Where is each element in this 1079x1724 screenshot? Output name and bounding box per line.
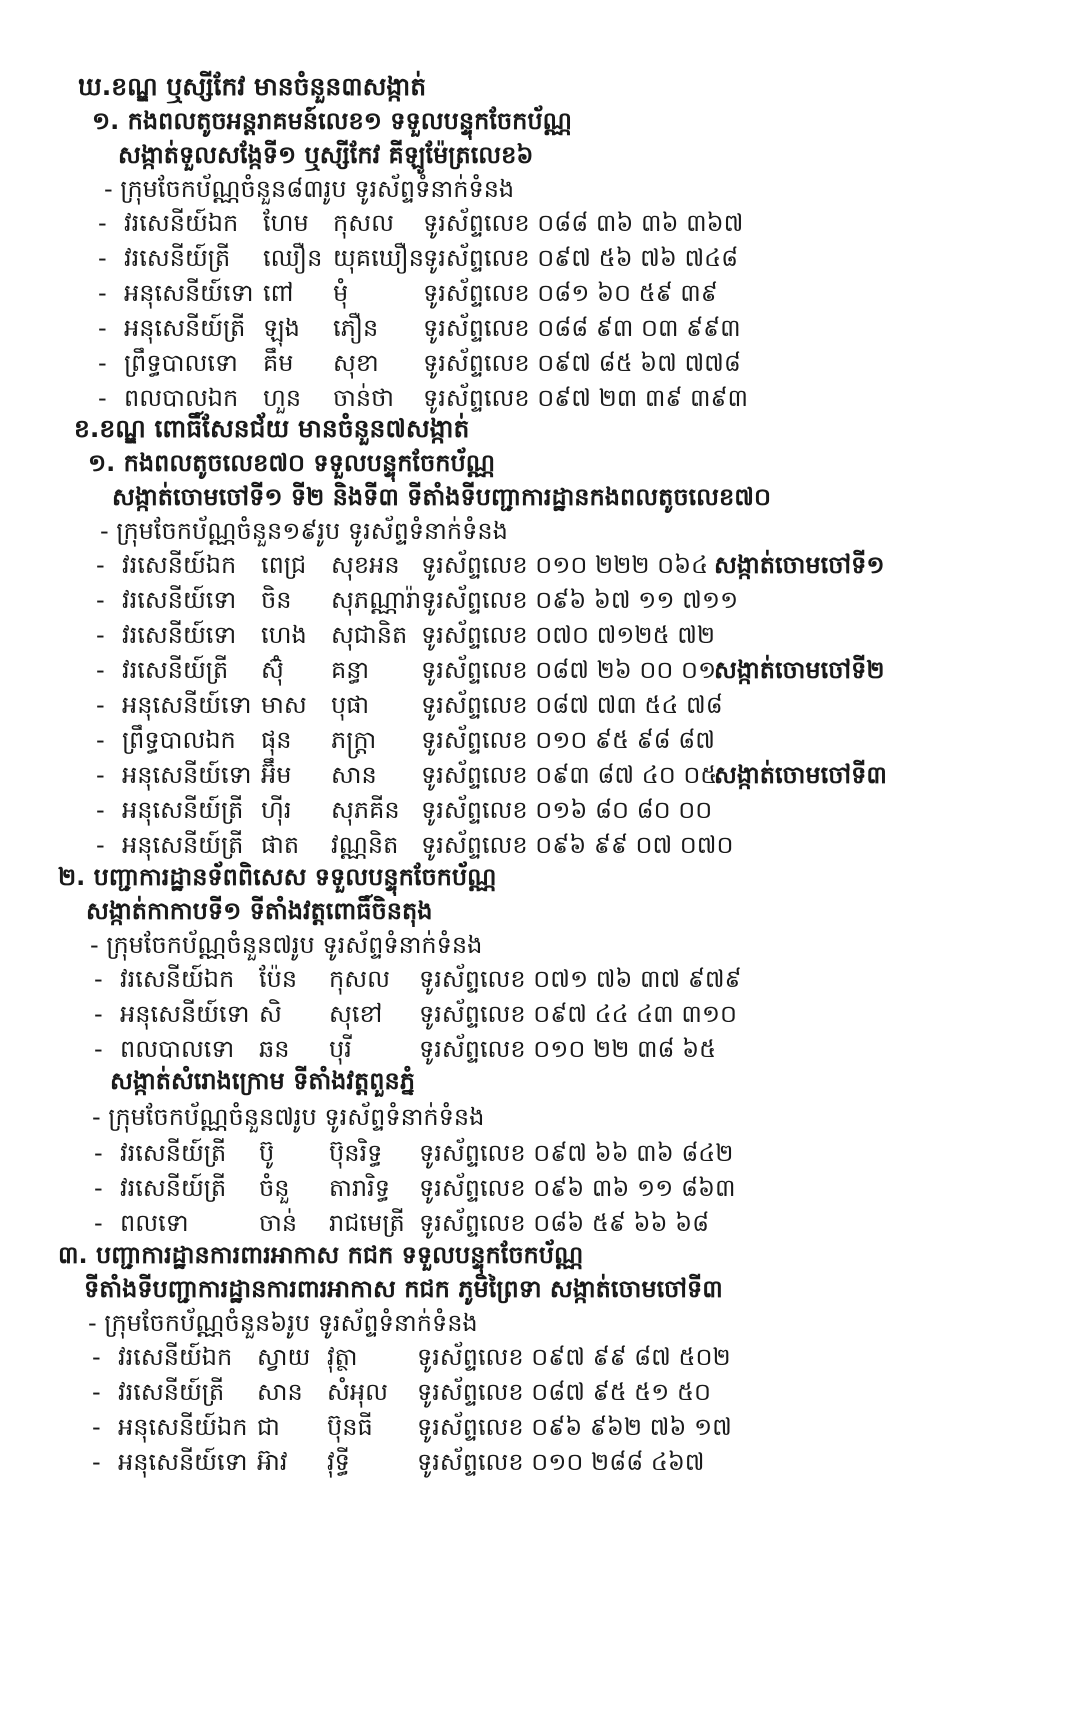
member-rank: អនុសេនីយ៍ត្រី — [122, 796, 244, 824]
member-phone: ទូរស័ព្ទលេខ ០៧១ ៧៦ ៣៧ ៩៧៩ — [419, 965, 742, 993]
member-row — [96, 583, 1016, 617]
member-phone: ទូរស័ព្ទលេខ ០៩៦ ៩៩ ០៧ ០៧០ — [421, 831, 734, 859]
member-phone: ទូរស័ព្ទលេខ ០៨៧ ៩៥ ៥១ ៥០ — [417, 1378, 711, 1406]
member-surname: ប៉ែន — [259, 965, 298, 993]
member-given-name: វុត្ថា — [327, 1343, 358, 1371]
member-rank: អនុសេនីយ៍ទោ — [118, 1448, 248, 1476]
member-given-name: កុសល — [333, 209, 394, 237]
member-row — [94, 1136, 734, 1170]
member-rank: ព្រឹទ្ធបាលឯក — [122, 726, 236, 754]
section-heading: ខ.ខណ្ឌ ពោធិ៍សែនជ័យ មានចំនួន៧សង្កាត់ — [74, 414, 470, 443]
member-row — [96, 723, 1016, 757]
member-surname: សិ — [259, 1000, 282, 1028]
member-rank: វរសេនីយ៍ឯក — [122, 551, 237, 579]
member-phone: ទូរស័ព្ទលេខ ០១០ ២៨៨ ៤៦៧ — [417, 1448, 705, 1476]
member-surname: ជា — [257, 1413, 280, 1441]
member-dash: - — [98, 384, 107, 412]
member-row — [96, 828, 1016, 862]
member-given-name: ភឿន — [333, 314, 379, 342]
member-given-name: សុខអន — [331, 551, 400, 579]
member-dash: - — [96, 726, 105, 754]
member-given-name: វណ្ណនិត — [331, 831, 399, 859]
location-line: ទីតាំងទីបញ្ជាការដ្ឋានការពារអាកាស កជក ភូមិព្រៃទា សង្កាត់ចោមចៅទី៣ — [84, 1275, 723, 1303]
member-phone: ទូរស័ព្ទលេខ ០១០ ២២ ៣៨ ៦៥ — [419, 1035, 717, 1063]
member-dash: - — [92, 1378, 101, 1406]
member-rank: ពលបាលឯក — [124, 384, 239, 412]
member-phone: ទូរស័ព្ទលេខ ០៨៦ ៥៩ ៦៦ ៦៨ — [419, 1209, 710, 1237]
member-rank: អនុសេនីយ៍ត្រី — [124, 314, 246, 342]
member-surname: ពៅ — [263, 279, 294, 307]
member-row — [94, 962, 742, 996]
member-rank: អនុសេនីយ៍ទោ — [122, 761, 252, 789]
member-given-name: សុខា — [333, 349, 379, 377]
member-rank: វរសេនីយ៍ទោ — [122, 621, 237, 649]
member-phone: ទូរស័ព្ទលេខ ០៨១ ៦០ ៥៩ ៣៩ — [423, 279, 718, 307]
member-surname: ឆន — [259, 1035, 290, 1063]
member-commune-note: សង្កាត់ចោមចៅទី៣ — [714, 761, 887, 789]
member-given-name: ប៊ុនរិទ្ធ — [329, 1139, 383, 1167]
member-row — [94, 997, 737, 1031]
member-dash: - — [94, 1000, 103, 1028]
member-row — [94, 1206, 710, 1240]
member-row — [92, 1375, 711, 1409]
member-surname: អ៊ាវ — [257, 1448, 288, 1476]
member-given-name: មុំ — [333, 279, 349, 307]
member-row — [92, 1445, 705, 1479]
member-rank: ពលទោ — [120, 1209, 189, 1237]
team-line: - ក្រុមចែកប័ណ្ណចំនួន៨៣រូប ទូរស័ព្ទទំនាក់ទំនង — [104, 175, 515, 203]
member-rank: វរសេនីយ៍ឯក — [124, 209, 239, 237]
member-dash: - — [96, 831, 105, 859]
member-rank: ព្រឹទ្ធបាលទោ — [124, 349, 238, 377]
member-phone: ទូរស័ព្ទលេខ ០៩៧ ២៣ ៣៩ ៣៩៣ — [423, 384, 749, 412]
member-given-name: សុភណ្ណារ៉ា — [331, 586, 422, 614]
member-dash: - — [94, 965, 103, 993]
member-rank: វរសេនីយ៍ត្រី — [120, 1174, 227, 1202]
member-dash: - — [96, 586, 105, 614]
member-phone: ទូរស័ព្ទលេខ ០៩៧ ៤៤ ៤៣ ៣១០ — [419, 1000, 737, 1028]
member-row — [96, 793, 1016, 827]
member-phone: ទូរស័ព្ទលេខ ០១០ ៩៥ ៩៨ ៨៧ — [421, 726, 715, 754]
member-dash: - — [92, 1448, 101, 1476]
member-surname: អ៊ឹម — [261, 761, 292, 789]
member-given-name: វុទ្ធី — [327, 1448, 350, 1476]
member-given-name: កុសល — [329, 965, 390, 993]
member-surname: ផាត — [261, 831, 300, 859]
member-row — [96, 548, 1016, 582]
member-dash: - — [96, 656, 105, 684]
member-surname: ចាន់ — [259, 1209, 298, 1237]
member-rank: វរសេនីយ៍ត្រី — [122, 656, 229, 684]
member-dash: - — [94, 1139, 103, 1167]
member-given-name: រាជមេត្រី — [329, 1209, 405, 1237]
member-row — [94, 1032, 717, 1066]
unit-title: ១. កងពលតូចអន្តរាគមន៍លេខ១ ទទួលបន្ទុកចែកប័ណ្ណ — [92, 107, 572, 135]
member-phone: ទូរស័ព្ទលេខ ០៨៧ ២៦ ០០ ០១ — [421, 656, 717, 684]
member-given-name: យុគឃឿន — [333, 244, 424, 272]
member-rank: វរសេនីយ៍ឯក — [120, 965, 235, 993]
member-surname: ឈឿន — [263, 244, 323, 272]
member-surname: ពេជ្រ — [261, 551, 307, 579]
member-phone: ទូរស័ព្ទលេខ ០១៦ ៨០ ៨០ ០០ — [421, 796, 713, 824]
member-phone: ទូរស័ព្ទលេខ ០៨៧ ៧៣ ៥៤ ៧៨ — [421, 691, 723, 719]
member-row — [98, 346, 741, 380]
member-surname: ផុន — [261, 726, 292, 754]
member-given-name: សាន — [331, 761, 377, 789]
location-line: សង្កាត់កាកាបទី១ ទីតាំងវត្តពោធិ៍ចិនតុង — [86, 897, 433, 925]
member-surname: ហ៊ីរ — [261, 796, 292, 824]
team-line: - ក្រុមចែកប័ណ្ណចំនួន៧រូប ទូរស័ព្ទទំនាក់ទំនង — [92, 1103, 485, 1131]
unit-title: ២. បញ្ជាការដ្ឋានទ័ពពិសេស ទទួលបន្ទុកចែកប័ណ្ណ — [58, 863, 497, 891]
member-row — [94, 1171, 736, 1205]
member-given-name: ចាន់ថា — [333, 384, 394, 412]
member-dash: - — [98, 349, 107, 377]
member-rank: ពលបាលទោ — [120, 1035, 235, 1063]
section-heading: ឃ.ខណ្ឌ ឬស្សីកែវ មានចំនួន៣សង្កាត់ — [78, 72, 427, 101]
member-rank: វរសេនីយ៍ត្រី — [118, 1378, 225, 1406]
member-row — [96, 688, 1016, 722]
member-surname: ស្វាយ — [257, 1343, 311, 1371]
unit-title: ៣. បញ្ជាការដ្ឋានការពារអាកាស កជក ទទួលបន្ទុកចែកប័ណ្ណ — [58, 1241, 584, 1269]
location-line: សង្កាត់ចោមចៅទី១ ទី២ និងទី៣ ទីតាំងទីបញ្ជាការដ្ឋានកងពលតូចលេខ៧០ — [112, 483, 771, 511]
member-phone: ទូរស័ព្ទលេខ ០៩៧ ៥៦ ៧៦ ៧៤៨ — [423, 244, 739, 272]
member-rank: វរសេនីយ៍ត្រី — [124, 244, 231, 272]
member-given-name: សុខៅ — [329, 1000, 383, 1028]
member-dash: - — [96, 621, 105, 649]
member-phone: ទូរស័ព្ទលេខ ០៨៨ ៣៦ ៣៦ ៣៦៧ — [423, 209, 744, 237]
member-row — [96, 653, 1016, 687]
member-phone: ទូរស័ព្ទលេខ ០៩៣ ៨៧ ៤០ ០៥ — [421, 761, 718, 789]
member-dash: - — [94, 1209, 103, 1237]
member-dash: - — [94, 1174, 103, 1202]
member-dash: - — [98, 244, 107, 272]
member-phone: ទូរស័ព្ទលេខ ០៩៦ ៩៦២ ៧៦ ១៧ — [417, 1413, 732, 1441]
member-commune-note: សង្កាត់ចោមចៅទី២ — [714, 656, 885, 684]
member-rank: វរសេនីយ៍ត្រី — [120, 1139, 227, 1167]
member-dash: - — [98, 314, 107, 342]
member-dash: - — [96, 796, 105, 824]
member-commune-note: សង្កាត់ចោមចៅទី១ — [714, 551, 885, 579]
member-rank: វរសេនីយ៍ទោ — [122, 586, 237, 614]
member-given-name: សំអុល — [327, 1378, 388, 1406]
member-dash: - — [94, 1035, 103, 1063]
member-phone: ទូរស័ព្ទលេខ ០៩៦ ៦៧ ១១ ៧១១ — [421, 586, 739, 614]
member-surname: មាស — [261, 691, 307, 719]
member-surname: ហួន — [263, 384, 302, 412]
member-row — [98, 241, 739, 275]
member-row — [98, 381, 749, 415]
team-line: - ក្រុមចែកប័ណ្ណចំនួន៧រូប ទូរស័ព្ទទំនាក់ទំនង — [90, 931, 483, 959]
member-surname: ហេង — [261, 621, 307, 649]
member-phone: ទូរស័ព្ទលេខ ០៨៨ ៩៣ ០៣ ៩៩៣ — [423, 314, 741, 342]
member-phone: ទូរស័ព្ទលេខ ០១០ ២២២ ០៦៤ — [421, 551, 709, 579]
member-rank: អនុសេនីយ៍ទោ — [122, 691, 252, 719]
member-surname: ឡុង — [263, 314, 300, 342]
member-given-name: ប៊ុនធី — [327, 1413, 373, 1441]
member-surname: ហែម — [263, 209, 309, 237]
member-phone: ទូរស័ព្ទលេខ ០៩៧ ៩៩ ៨៧ ៥០២ — [417, 1343, 731, 1371]
unit-title: ១. កងពលតូចលេខ៧០ ទទួលបន្ទុកចែកប័ណ្ណ — [88, 449, 496, 477]
member-given-name: សុជានិត — [331, 621, 408, 649]
member-given-name: តារារិទ្ធ — [329, 1174, 390, 1202]
location-line: សង្កាត់ទួលសង្កែទី១ ឬស្សីកែវ គីឡូម៉ែត្រលេខ៦ — [118, 141, 534, 169]
member-row — [96, 618, 1016, 652]
member-dash: - — [96, 691, 105, 719]
member-row — [98, 206, 744, 240]
member-given-name: សុភគីន — [331, 796, 400, 824]
member-surname: ចិន — [261, 586, 292, 614]
member-rank: អនុសេនីយ៍ទោ — [120, 1000, 250, 1028]
location-line: សង្កាត់សំរោងក្រោម ទីតាំងវត្តពួនភ្នំ — [110, 1067, 415, 1095]
team-line: - ក្រុមចែកប័ណ្ណចំនួន៦រូប ទូរស័ព្ទទំនាក់ទំនង — [88, 1309, 478, 1337]
member-dash: - — [96, 761, 105, 789]
member-given-name: បុផា — [331, 691, 370, 719]
member-dash: - — [92, 1413, 101, 1441]
member-rank: វរសេនីយ៍ឯក — [118, 1343, 233, 1371]
member-rank: អនុសេនីយ៍ត្រី — [122, 831, 244, 859]
member-surname: ប៊ូ — [259, 1139, 275, 1167]
member-phone: ទូរស័ព្ទលេខ ០៩៧ ៨៥ ៦៧ ៧៧៨ — [423, 349, 741, 377]
member-dash: - — [96, 551, 105, 579]
member-phone: ទូរស័ព្ទលេខ ០៩៧ ៦៦ ៣៦ ៨៤២ — [419, 1139, 734, 1167]
member-rank: អនុសេនីយ៍ទោ — [124, 279, 254, 307]
member-row — [92, 1410, 732, 1444]
member-row — [98, 311, 741, 345]
member-dash: - — [98, 209, 107, 237]
member-phone: ទូរស័ព្ទលេខ ០៩៦ ៣៦ ១១ ៨៦៣ — [419, 1174, 736, 1202]
member-surname: សាន — [257, 1378, 303, 1406]
member-rank: អនុសេនីយ៍ឯក — [118, 1413, 248, 1441]
member-given-name: បុរី — [329, 1035, 352, 1063]
member-row — [92, 1340, 731, 1374]
member-given-name: គន្ធា — [331, 656, 370, 684]
member-dash: - — [92, 1343, 101, 1371]
team-line: - ក្រុមចែកប័ណ្ណចំនួន១៩រូប ទូរស័ព្ទទំនាក់ទំនង — [100, 517, 508, 545]
member-row — [96, 758, 1016, 792]
member-given-name: ភក្ត្រា — [331, 726, 377, 754]
member-surname: ស៊ុំ — [261, 656, 284, 684]
member-surname: គឹម — [263, 349, 294, 377]
member-row — [98, 276, 718, 310]
member-dash: - — [98, 279, 107, 307]
member-phone: ទូរស័ព្ទលេខ ០៧០ ៧១២៥ ៧២ — [421, 621, 716, 649]
member-surname: ចំនួ — [259, 1174, 290, 1202]
